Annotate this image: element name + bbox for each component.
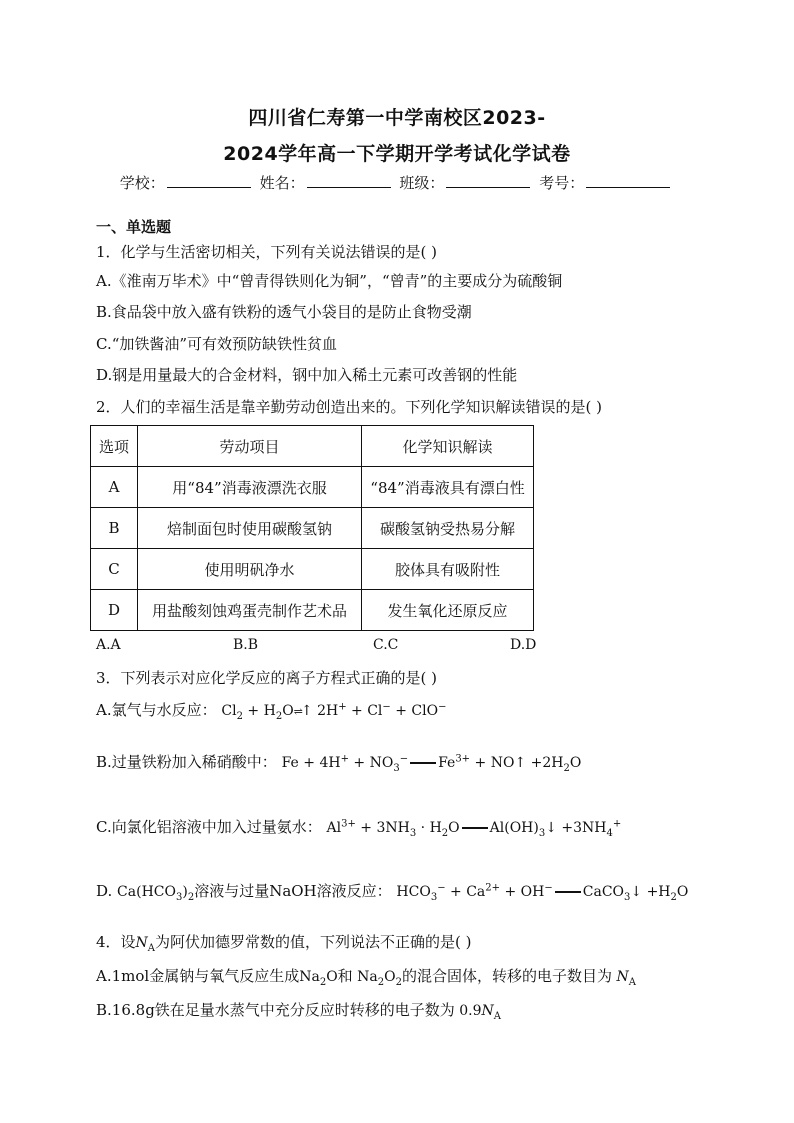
q3-option-d: [96, 880, 688, 903]
q1-option-c: C.“加铁酱油”可有效预防缺铁性贫血: [96, 335, 338, 353]
q4-stem-prefix: 4．设: [96, 933, 136, 951]
formula: $Na_2O$: [299, 969, 338, 988]
student-info-line: [0, 172, 794, 193]
header-cell: 劳动项目: [138, 426, 362, 467]
name-label: 姓名：: [259, 174, 305, 192]
q4-option-b: [96, 999, 501, 1022]
q3-option-c-label: C.向氯化铝溶液中加入过量氨水：: [96, 818, 322, 836]
q3-option-c: [96, 816, 621, 839]
header-cell: 化学知识解读: [362, 426, 534, 467]
q4-option-a-prefix: A.1mol金属钠与氧气反应生成: [96, 967, 300, 985]
q1-option-b: B.食品袋中放入盛有铁粉的透气小袋目的是防止食物受潮: [96, 303, 472, 321]
q3-option-a-label: A.氯气与水反应：: [96, 701, 217, 719]
q4-option-a: [96, 965, 636, 988]
exam-no-blank[interactable]: [586, 173, 670, 188]
q2-option-c: C.C: [373, 637, 399, 653]
class-label: 班级：: [399, 174, 445, 192]
exam-title-line2: 2024学年高一下学期开学考试化学试卷: [223, 143, 571, 165]
equation: $HCO_3^- + Ca^{2+} + OH^-$ CaCO$_3$↓ $+H_2O$: [396, 882, 689, 903]
q3-option-a: [96, 699, 447, 722]
school-label: 学校：: [119, 174, 165, 192]
q2-stem: 2．人们的幸福生活是靠辛勤劳动创造出来的。下列化学知识解读错误的是( ): [96, 398, 603, 416]
exam-no-label: 考号：: [539, 174, 585, 192]
table-row: [91, 549, 534, 590]
class-blank[interactable]: [446, 173, 530, 188]
q4-option-b-text: B.16.8g铁在足量水蒸气中充分反应时转移的电子数为: [96, 1001, 455, 1019]
q3-option-b: [96, 751, 581, 774]
q2-option-b: B.B: [233, 637, 259, 653]
equation: $Cl_2$ + $H_2O\rightleftharpoons↑$ 2H+ + Cl− + ClO−: [221, 701, 447, 722]
avogadro-symbol: $N_A$: [135, 935, 156, 954]
equation: $Fe + 4H^+ + NO_3^-$ $Fe^{3+}$ + NO↑ $+2H_2O$: [281, 753, 582, 774]
q2-option-d: D.D: [510, 637, 537, 653]
section-heading: 一、单选题: [96, 218, 172, 236]
table-cell: 发生氧化还原反应: [362, 590, 534, 631]
q1-option-d: D.钢是用量最大的合金材料，钢中加入稀土元素可改善钢的性能: [96, 366, 518, 384]
table-cell: 胶体具有吸附性: [362, 549, 534, 590]
q1-stem: 1．化学与生活密切相关，下列有关说法错误的是( ): [96, 243, 438, 261]
q3-stem: 3．下列表示对应化学反应的离子方程式正确的是( ): [96, 669, 438, 687]
table-cell: 焙制面包时使用碳酸氢钠: [138, 508, 362, 549]
q2-table: [90, 425, 534, 631]
table-cell: D: [91, 590, 138, 631]
name-blank[interactable]: [307, 173, 391, 188]
formula: $Ca(HCO_3)_2$: [117, 884, 195, 903]
table-cell: A: [91, 467, 138, 508]
table-cell: 用“84”消毒液漂洗衣服: [138, 467, 362, 508]
exam-title-line1: 四川省仁寿第一中学南校区2023-: [248, 107, 546, 129]
header-cell: 选项: [91, 426, 138, 467]
table-cell: 碳酸氢钠受热易分解: [362, 508, 534, 549]
q2-option-a: A.A: [96, 637, 121, 653]
table-cell: B: [91, 508, 138, 549]
q4-stem-suffix: 为阿伏加德罗常数的值，下列说法不正确的是( ): [155, 933, 472, 951]
table-cell: 使用明矾净水: [138, 549, 362, 590]
avogadro-symbol: $N_A$: [616, 969, 636, 988]
table-row: [91, 508, 534, 549]
table-row: [91, 467, 534, 508]
table-cell: C: [91, 549, 138, 590]
q4-option-a-suffix: 的混合固体，转移的电子数目为: [401, 967, 612, 985]
school-blank[interactable]: [167, 173, 251, 188]
formula: $0.9N_A$: [454, 1003, 501, 1022]
q3-option-b-label: B.过量铁粉加入稀硝酸中：: [96, 753, 277, 771]
table-row: [91, 590, 534, 631]
q1-option-a: A.《淮南万毕术》中“曾青得铁则化为铜”，“曾青”的主要成分为硫酸铜: [96, 272, 563, 290]
table-cell: 用盐酸刻蚀鸡蛋壳制作艺术品: [138, 590, 362, 631]
table-cell: “84”消毒液具有漂白性: [362, 467, 534, 508]
formula: $Na_2O_2$: [352, 969, 402, 988]
equation: $Al^{3+} + 3NH_3 \cdot H_2O$ $Al(OH)_3↓ +3NH_4^+$: [326, 818, 622, 839]
q4-option-a-mid: 和: [337, 967, 353, 985]
table-header-row: [91, 426, 534, 467]
q3-option-d-prefix: D.: [96, 882, 113, 900]
q3-option-d-label: 溶液与过量NaOH溶液反应：: [194, 882, 392, 900]
q4-stem: [96, 931, 472, 954]
